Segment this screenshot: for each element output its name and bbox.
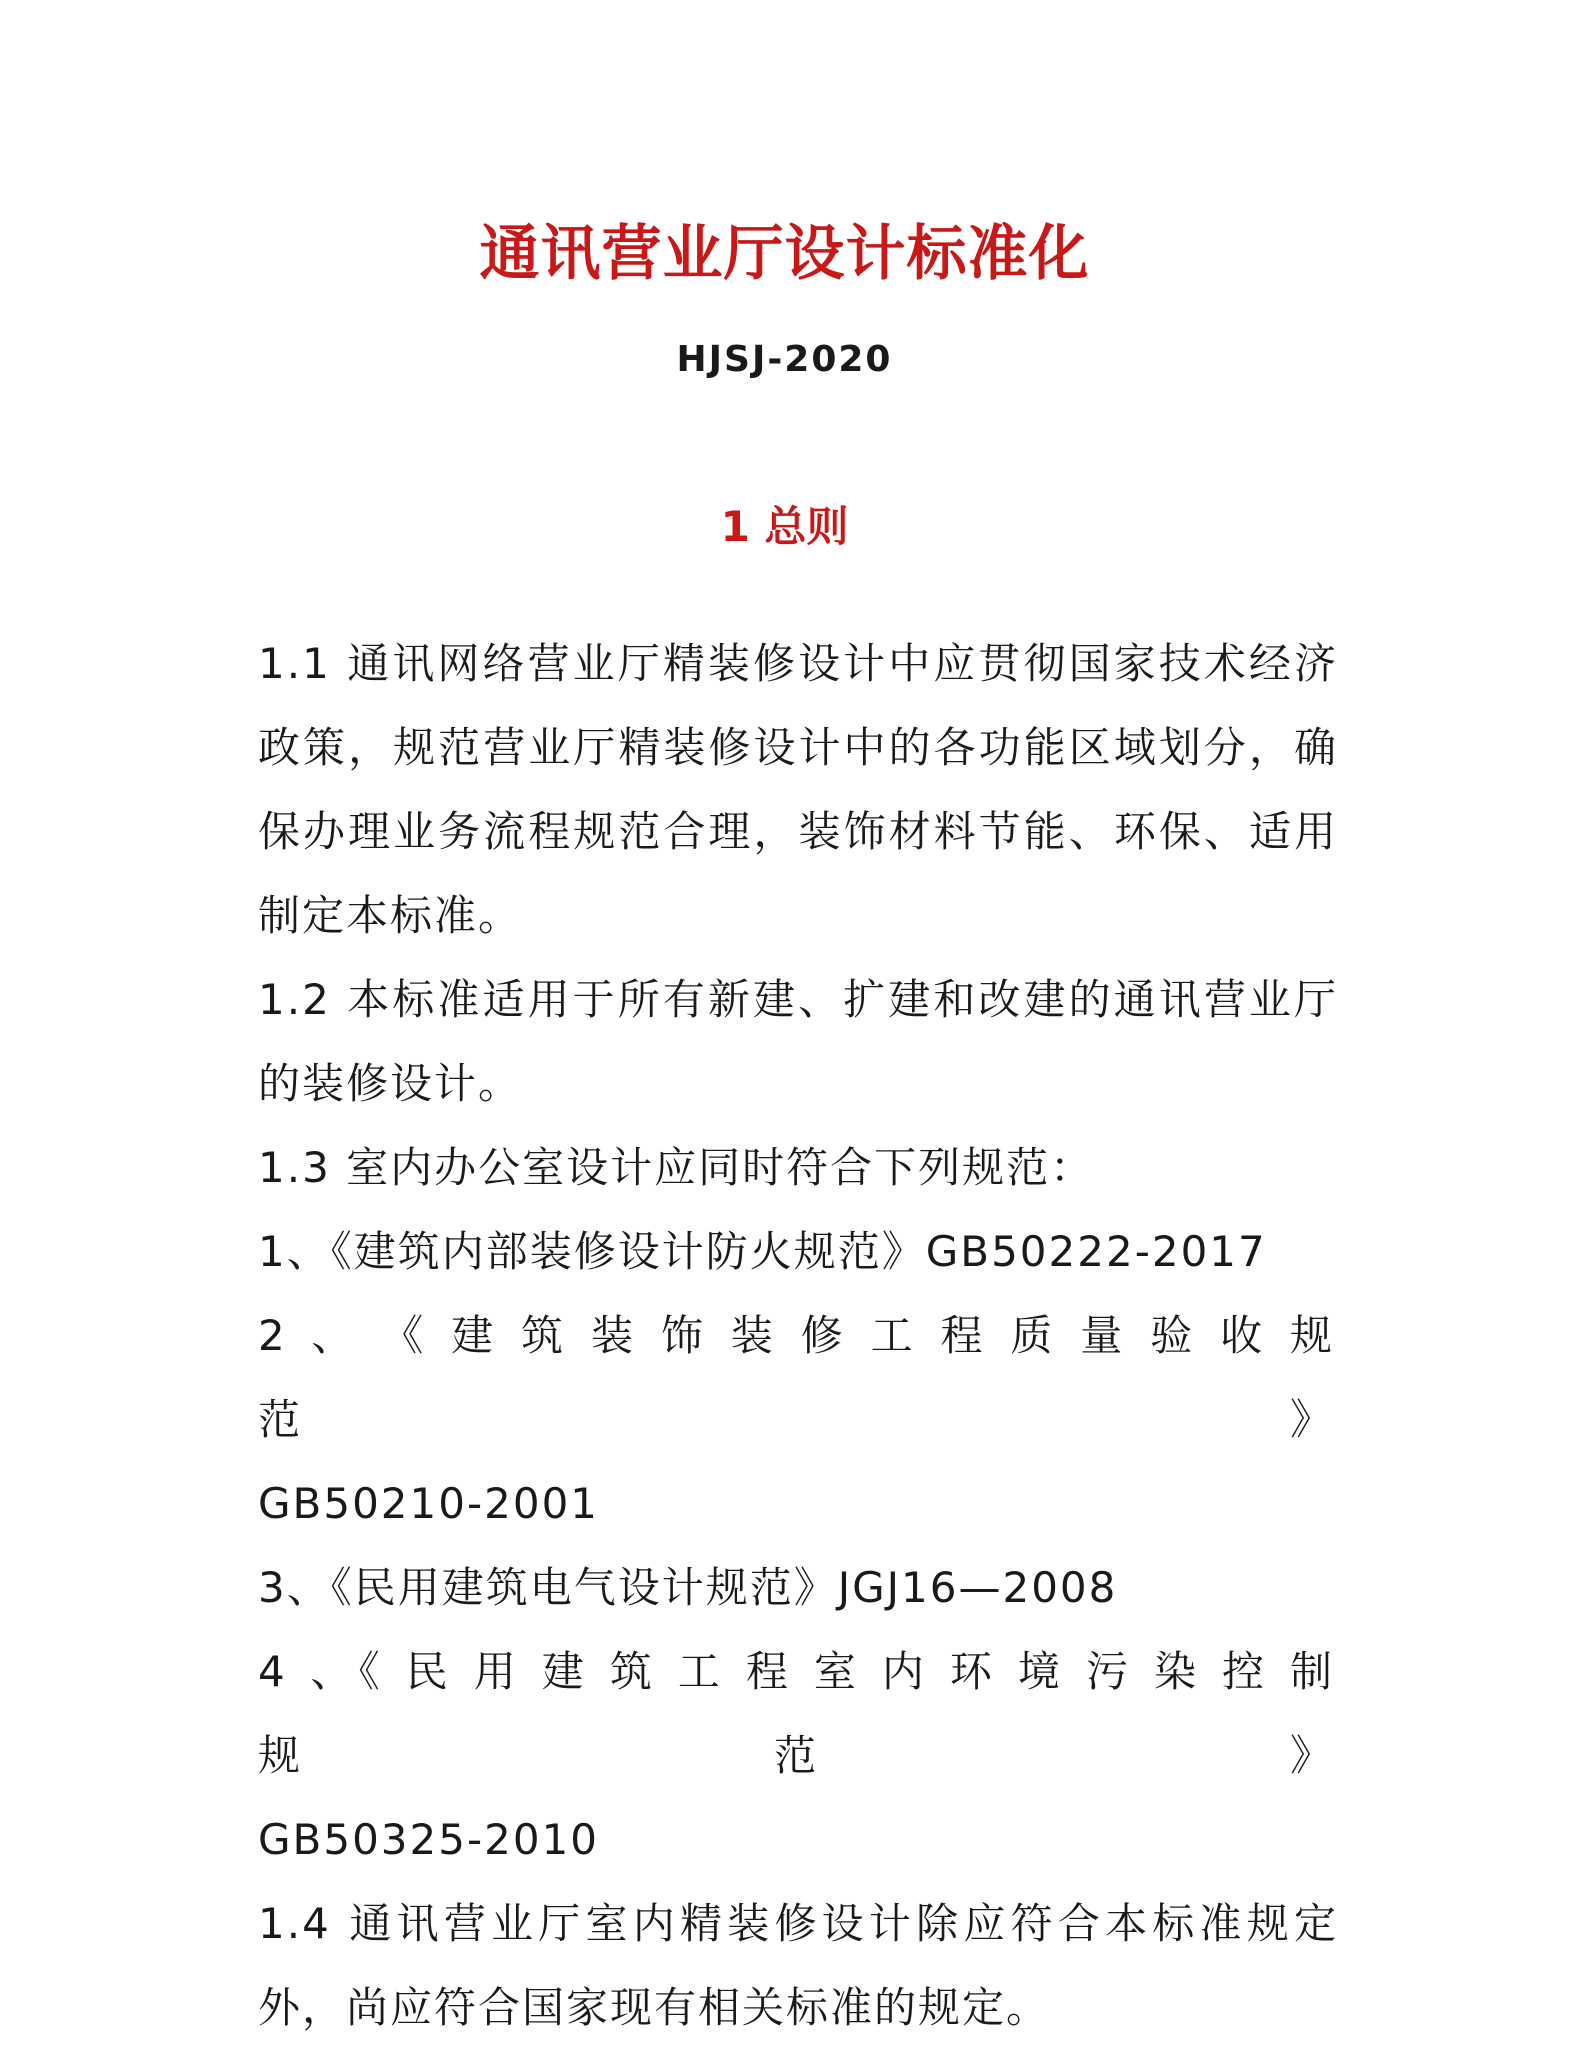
- clause-1-2: 1.2 本标准适用于所有新建、扩建和改建的通讯营业厅的装修设计。: [258, 975, 1338, 1108]
- document-title: 通讯营业厅设计标准化: [479, 219, 1090, 289]
- reference-4-title: 4 、《 民 用 建 筑 工 程 室 内 环 境 污 染 控 制 规 范 》: [258, 1647, 1338, 1780]
- reference-3: 3、《民用建筑电气设计规范》JGJ16—2008: [258, 1563, 1118, 1612]
- document-code: HJSJ-2020: [676, 339, 893, 380]
- reference-1: 1、《建筑内部装修设计防火规范》GB50222-2017: [258, 1227, 1267, 1276]
- document-body: [258, 622, 1338, 2050]
- chapter-heading: 1 总则: [720, 502, 849, 551]
- clause-1-1: 1.1 通讯网络营业厅精装修设计中应贯彻国家技术经济政策，规范营业厅精装修设计中的各功能区域划分，确保办理业务流程规范合理，装饰材料节能、环保、适用制定本标准。: [258, 639, 1338, 940]
- reference-2-code: GB50210-2001: [258, 1479, 600, 1528]
- reference-2-title: 2 、 《 建 筑 装 饰 装 修 工 程 质 量 验 收 规 范 》: [258, 1311, 1338, 1444]
- clause-1-4: 1.4 通讯营业厅室内精装修设计除应符合本标准规定外，尚应符合国家现有相关标准的规定。: [258, 1899, 1338, 2032]
- clause-1-3: 1.3 室内办公室设计应同时符合下列规范：: [258, 1143, 1095, 1192]
- reference-4-code: GB50325-2010: [258, 1815, 600, 1864]
